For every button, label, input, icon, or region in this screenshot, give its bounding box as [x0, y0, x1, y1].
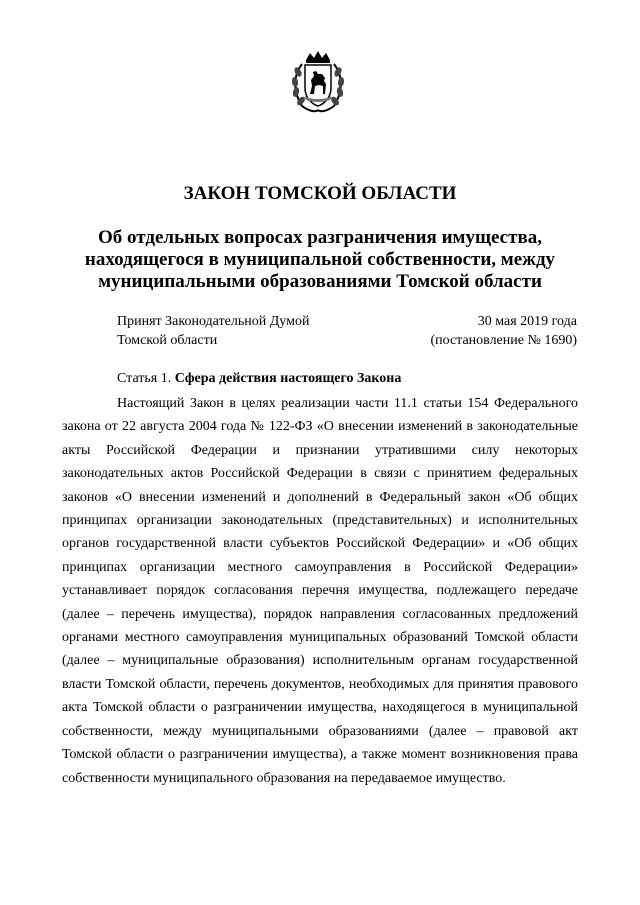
article-label: Статья 1.	[117, 371, 172, 386]
adoption-date-block	[430, 312, 577, 350]
adopting-body	[117, 312, 309, 350]
law-subject	[60, 227, 580, 293]
adopting-body-line: Томской области	[117, 333, 218, 348]
law-subject-line: Об отдельных вопросах разграничения имущества,	[98, 227, 542, 248]
adopting-body-line: Принят Законодательной Думой	[117, 314, 310, 329]
adoption-date: 30 мая 2019 года	[477, 314, 577, 329]
tomsk-coat-of-arms-icon	[288, 50, 348, 114]
article-title: Сфера действия настоящего Закона	[174, 371, 402, 386]
resolution-number: (постановление № 1690)	[430, 333, 577, 348]
law-title: ЗАКОН ТОМСКОЙ ОБЛАСТИ	[183, 183, 457, 204]
law-subject-line: муниципальными образованиями Томской области	[98, 271, 542, 292]
article-paragraph: Настоящий Закон в целях реализации части 11.1 статьи 154 Федерального закона от 22 августа 2004 года № 122-ФЗ «О внесении изменений в законодательные акты Российской Федерации и признании утратившими силу некоторых законодательных актов Российской Федерации в связи с принятием федеральных законов «О внесении изменений и дополнений в Федеральный закон «Об общих принципах организации законодательных (представительных) и исполнительных органов государственной власти субъектов Российской Федерации» и «Об общих принципах организации местного самоуправления в Российской Федерации» устанавливает порядок согласования перечня имущества, подлежащего передаче (далее – перечень имущества), порядок направления согласованных предложений органами местного самоуправления муниципальных образований Томской области (далее – муниципальные образования) исполнительным органам государственной власти Томской области, перечень документов, необходимых для принятия правового акта Томской области о разграничении имущества, находящегося в муниципальной собственности, между муниципальными образованиями (далее – правовой акт Томской области о разграничении имущества), а также момент возникновения права собственности муниципального образования на передаваемое имущество.	[62, 396, 578, 786]
article-heading	[117, 369, 401, 389]
law-subject-line: находящегося в муниципальной собственности, между	[84, 249, 556, 270]
